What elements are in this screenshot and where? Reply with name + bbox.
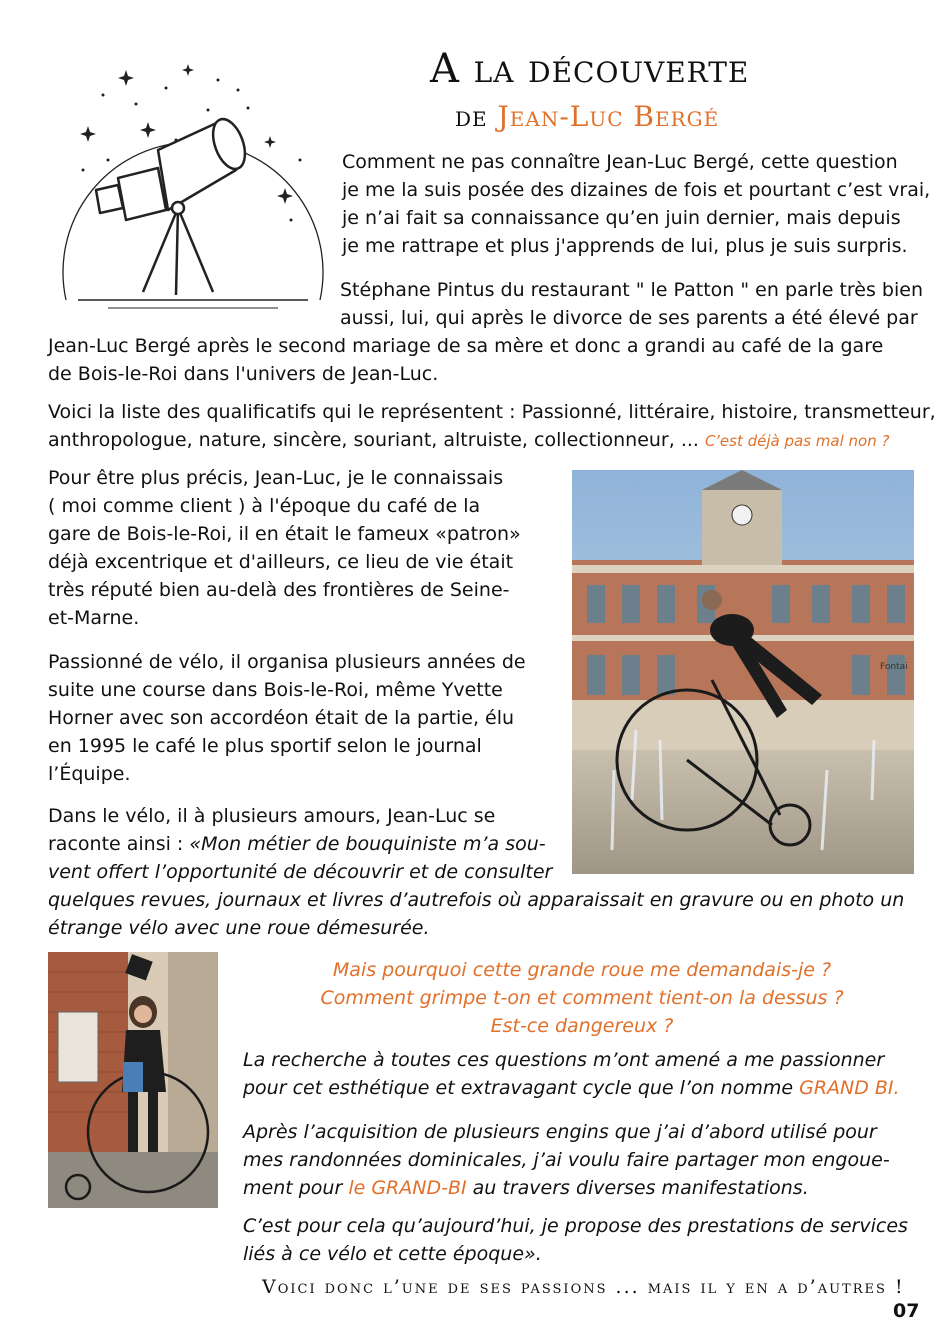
star-icon [118, 70, 134, 86]
text-line: Comment ne pas connaître Jean-Luc Bergé, cette question [342, 151, 898, 173]
text-line: mes randonnées dominicales, j’ai voulu faire partager mon engoue- [243, 1149, 890, 1171]
text-line: l’Équipe. [48, 763, 131, 785]
text-line: aussi, lui, qui après le divorce de ses parents a été élevé par [340, 307, 918, 329]
text-line: ( moi comme client ) à l'époque du café de la [48, 495, 481, 517]
page-number: 07 [893, 1300, 920, 1322]
star-icon [182, 64, 194, 76]
quote-paragraph-9 [243, 1212, 933, 1268]
closing-line: Voici donc l’une de ses passions ... mais il y en a d’autres ! [262, 1276, 905, 1298]
text-line: étrange vélo avec une roue démesurée. [48, 917, 430, 939]
text-line: Horner avec son accordéon était de la partie, élu [48, 707, 515, 729]
question-line: Mais pourquoi cette grande roue me demandais-je ? [332, 959, 832, 981]
middle-paragraph-6 [48, 802, 568, 886]
intro-paragraph-1 [342, 148, 932, 260]
text-line: je me rattrape et plus j'apprends de lui, plus je suis surpris. [342, 235, 908, 257]
aside-remark: C’est déjà pas mal non ? [705, 432, 890, 450]
text-line: quelques revues, journaux et livres d’autrefois où apparaissait en gravure ou en photo un [48, 889, 905, 911]
text-line: Dans le vélo, il à plusieurs amours, Jean-Luc se [48, 805, 496, 827]
text-line [243, 1074, 933, 1102]
plain-segment: au travers diverses manifestations. [466, 1177, 809, 1199]
qualifiers-text: anthropologue, nature, sincère, souriant, altruiste, collectionneur, ... [48, 429, 699, 451]
middle-paragraph-5 [48, 648, 568, 788]
text-line: déjà excentrique et d'ailleurs, ce lieu de vie était [48, 551, 514, 573]
text-line: liés à ce vélo et cette époque». [243, 1243, 542, 1265]
grand-bi-highlight: GRAND BI. [799, 1077, 900, 1099]
star-icon [140, 122, 156, 138]
intro-paragraph-2-full [48, 332, 938, 388]
star-icon [277, 188, 293, 204]
photo-sign-text: Fontai [880, 662, 908, 672]
text-line: Après l’acquisition de plusieurs engins que j’ai d’abord utilisé pour [243, 1121, 877, 1143]
subtitle-name: Jean-Luc Bergé [497, 100, 720, 133]
text-line: Stéphane Pintus du restaurant " le Patton " en parle très bien [340, 279, 924, 301]
photo-top-hat-rider [48, 952, 218, 1208]
text-line: C’est pour cela qu’aujourd’hui, je propose des prestations de services [243, 1215, 908, 1237]
middle-paragraph-4 [48, 464, 568, 632]
text-line: je n’ai fait sa connaissance qu’en juin dernier, mais depuis [342, 207, 901, 229]
telescope-illustration [48, 50, 338, 320]
star-icon [80, 126, 96, 142]
text-line: La recherche à toutes ces questions m’ont amené a me passionner [243, 1049, 885, 1071]
question-line: Comment grimpe t-on et comment tient-on la dessus ? [320, 987, 844, 1009]
text-line: et-Marne. [48, 607, 140, 629]
questions-block [242, 956, 922, 1040]
plain-segment: pour cet esthétique et extravagant cycle que l’on nomme [243, 1077, 800, 1099]
text-line: gare de Bois-le-Roi, il en était le fameux «patron» [48, 523, 521, 545]
text-line: je me la suis posée des dizaines de fois et pourtant c’est vrai, [342, 179, 931, 201]
text-line [48, 830, 568, 858]
text-line: de Bois-le-Roi dans l'univers de Jean-Luc. [48, 363, 439, 385]
page-subtitle [455, 100, 719, 133]
subtitle-prefix: de [455, 100, 488, 133]
text-line: Jean-Luc Bergé après le second mariage de sa mère et donc a grandi au café de la gare [48, 335, 884, 357]
text-line [243, 1174, 933, 1202]
quote-paragraph-8 [243, 1118, 933, 1202]
star-icon [264, 136, 276, 148]
quote-paragraph-7 [243, 1046, 933, 1102]
grand-bi-highlight: le GRAND-BI [348, 1177, 467, 1199]
intro-paragraph-3 [48, 398, 943, 455]
page-title: A la découverte [430, 46, 750, 92]
question-line: Est-ce dangereux ? [490, 1015, 674, 1037]
middle-paragraph-6-full [48, 886, 943, 942]
quote-segment: «Mon métier de bouquiniste m’a sou- [189, 833, 546, 855]
text-line: suite une course dans Bois-le-Roi, même Yvette [48, 679, 503, 701]
text-line: Voici la liste des qualificatifs qui le représentent : Passionné, littéraire, histoire, transmetteur, [48, 401, 936, 423]
text-line: très réputé bien au-delà des frontières de Seine- [48, 579, 510, 601]
text-line: Pour être plus précis, Jean-Luc, je le connaissais [48, 467, 504, 489]
text-line [48, 426, 943, 455]
text-line: Passionné de vélo, il organisa plusieurs années de [48, 651, 526, 673]
telescope-icon [48, 50, 338, 320]
photo-plaza-penny-farthing [572, 470, 914, 874]
intro-paragraph-2-indented [340, 276, 940, 332]
text-line: en 1995 le café le plus sportif selon le journal [48, 735, 482, 757]
text-line: vent offert l’opportunité de découvrir et de consulter [48, 861, 553, 883]
plain-segment: ment pour [243, 1177, 349, 1199]
plain-segment: raconte ainsi : [48, 833, 190, 855]
